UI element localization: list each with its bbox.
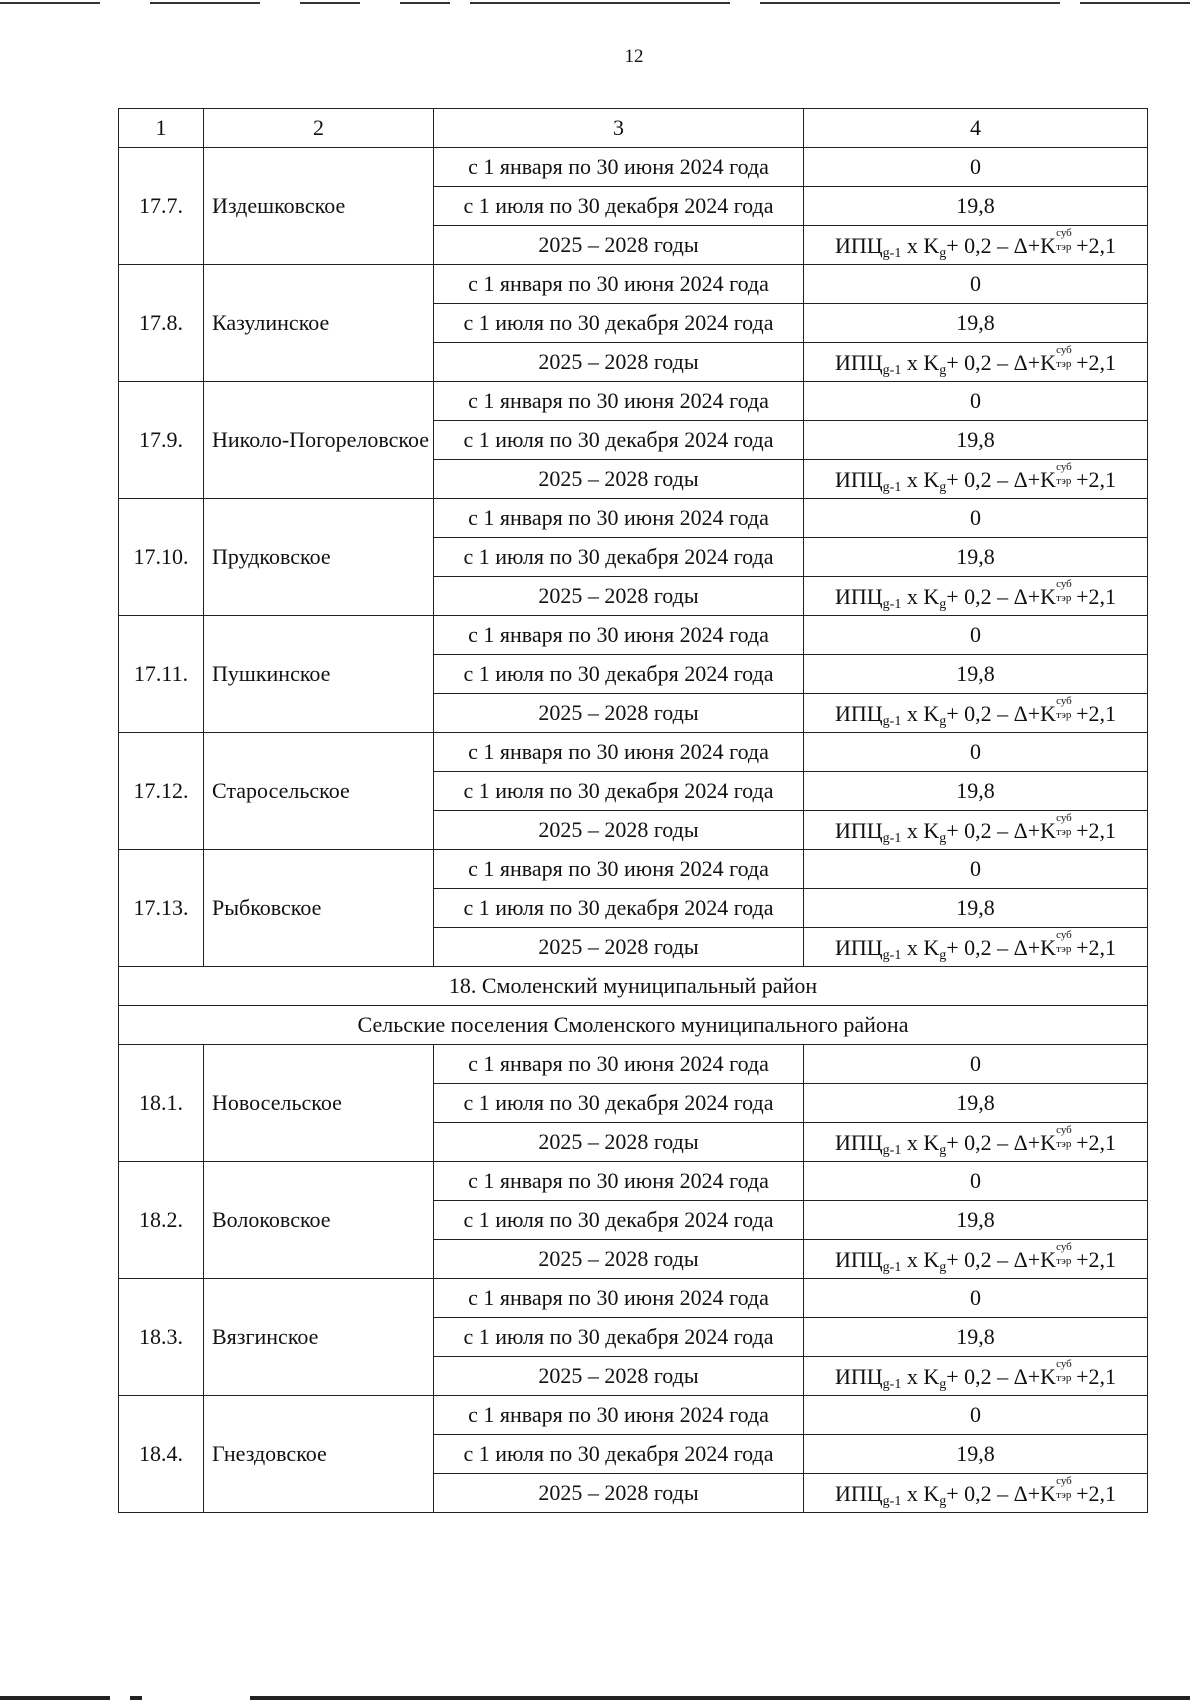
formula-k-sub: g (939, 713, 947, 729)
value-cell: 19,8 (804, 1084, 1148, 1123)
value-cell: 0 (804, 265, 1148, 304)
table-row (119, 1396, 1148, 1435)
value-cell: 0 (804, 616, 1148, 655)
formula-k-terr (1056, 577, 1076, 604)
section-row (119, 967, 1148, 1006)
formula-ipc-sub: g-1 (882, 830, 902, 846)
formula-cell (804, 577, 1148, 616)
formula-k-terr (1056, 811, 1076, 838)
formula-k-sup: суб (1056, 226, 1072, 239)
value-cell: 0 (804, 850, 1148, 889)
table-row (119, 616, 1148, 655)
settlement-name: Вязгинское (204, 1279, 434, 1396)
formula-middle: + 0,2 – Δ+K (946, 1480, 1057, 1506)
period-cell: с 1 июля по 30 декабря 2024 года (434, 1318, 804, 1357)
formula-k-terr (1056, 694, 1076, 721)
formula-k-sup: суб (1056, 811, 1072, 824)
table-row (119, 850, 1148, 889)
period-cell: с 1 июля по 30 декабря 2024 года (434, 889, 804, 928)
formula-k-sub: g (939, 362, 947, 378)
formula-cell (804, 694, 1148, 733)
row-number: 17.10. (119, 499, 204, 616)
row-number: 18.1. (119, 1045, 204, 1162)
formula-k-sub: g (939, 1142, 947, 1158)
value-cell: 0 (804, 1279, 1148, 1318)
period-cell: 2025 – 2028 годы (434, 460, 804, 499)
value-cell: 19,8 (804, 1318, 1148, 1357)
row-number: 17.11. (119, 616, 204, 733)
formula-mult: x K (901, 349, 940, 375)
period-cell: с 1 июля по 30 декабря 2024 года (434, 187, 804, 226)
formula-mult: x K (901, 466, 940, 492)
settlement-name: Рыбковское (204, 850, 434, 967)
formula-k-subscript: тэр (1056, 240, 1072, 253)
formula-tail: +2,1 (1076, 817, 1116, 843)
formula-k-subscript: тэр (1056, 708, 1072, 721)
period-cell: 2025 – 2028 годы (434, 1474, 804, 1513)
formula-k-terr (1056, 1123, 1076, 1150)
value-cell: 19,8 (804, 772, 1148, 811)
settlement-name: Гнездовское (204, 1396, 434, 1513)
table-row (119, 1045, 1148, 1084)
formula-k-sup: суб (1056, 1357, 1072, 1370)
row-number: 17.13. (119, 850, 204, 967)
period-cell: с 1 января по 30 июня 2024 года (434, 1162, 804, 1201)
formula-mult: x K (901, 934, 940, 960)
period-cell: 2025 – 2028 годы (434, 226, 804, 265)
formula-k-subscript: тэр (1056, 1371, 1072, 1384)
formula-k-subscript: тэр (1056, 1254, 1072, 1267)
formula-middle: + 0,2 – Δ+K (946, 583, 1057, 609)
row-number: 18.3. (119, 1279, 204, 1396)
period-cell: с 1 января по 30 июня 2024 года (434, 1279, 804, 1318)
formula-middle: + 0,2 – Δ+K (946, 817, 1057, 843)
formula-k-terr (1056, 928, 1076, 955)
settlement-name: Волоковское (204, 1162, 434, 1279)
period-cell: 2025 – 2028 годы (434, 1123, 804, 1162)
formula-mult: x K (901, 1363, 940, 1389)
formula-ipc: ИПЦ (834, 700, 883, 726)
formula-cell (804, 343, 1148, 382)
period-cell: с 1 июля по 30 декабря 2024 года (434, 1435, 804, 1474)
value-cell: 19,8 (804, 655, 1148, 694)
value-cell: 19,8 (804, 421, 1148, 460)
formula-k-terr (1056, 1357, 1076, 1384)
formula-mult: x K (901, 1129, 940, 1155)
formula-middle: + 0,2 – Δ+K (946, 232, 1057, 258)
table-header-row (119, 109, 1148, 148)
period-cell: с 1 января по 30 июня 2024 года (434, 148, 804, 187)
settlement-name: Николо-Погореловское (204, 382, 434, 499)
tariff-table-body (119, 109, 1148, 1513)
section-row (119, 1006, 1148, 1045)
formula-tail: +2,1 (1076, 1363, 1116, 1389)
formula-tail: +2,1 (1076, 466, 1116, 492)
period-cell: с 1 июля по 30 декабря 2024 года (434, 421, 804, 460)
period-cell: с 1 января по 30 июня 2024 года (434, 850, 804, 889)
period-cell: с 1 июля по 30 декабря 2024 года (434, 772, 804, 811)
header-col-1: 1 (119, 109, 204, 148)
period-cell: с 1 января по 30 июня 2024 года (434, 499, 804, 538)
formula-ipc: ИПЦ (834, 934, 883, 960)
formula-tail: +2,1 (1076, 700, 1116, 726)
formula-ipc: ИПЦ (834, 1480, 883, 1506)
period-cell: с 1 января по 30 июня 2024 года (434, 733, 804, 772)
scan-artifact-bottom (0, 1692, 1200, 1702)
formula-ipc: ИПЦ (834, 232, 883, 258)
formula-ipc-sub: g-1 (882, 479, 902, 495)
table-row (119, 1279, 1148, 1318)
period-cell: с 1 января по 30 июня 2024 года (434, 1396, 804, 1435)
formula-tail: +2,1 (1076, 232, 1116, 258)
table-row (119, 499, 1148, 538)
value-cell: 0 (804, 1396, 1148, 1435)
formula-k-subscript: тэр (1056, 825, 1072, 838)
formula-mult: x K (901, 817, 940, 843)
table-row (119, 148, 1148, 187)
row-number: 18.2. (119, 1162, 204, 1279)
formula-cell (804, 1123, 1148, 1162)
period-cell: 2025 – 2028 годы (434, 811, 804, 850)
formula-k-terr (1056, 226, 1076, 253)
formula-tail: +2,1 (1076, 1129, 1116, 1155)
settlement-name: Пушкинское (204, 616, 434, 733)
formula-k-sup: суб (1056, 343, 1072, 356)
period-cell: с 1 июля по 30 декабря 2024 года (434, 538, 804, 577)
table-row (119, 1162, 1148, 1201)
table-row (119, 265, 1148, 304)
value-cell: 0 (804, 382, 1148, 421)
formula-k-sup: суб (1056, 928, 1072, 941)
formula-k-sub: g (939, 245, 947, 261)
formula-ipc-sub: g-1 (882, 596, 902, 612)
formula-k-subscript: тэр (1056, 474, 1072, 487)
formula-ipc-sub: g-1 (882, 1259, 902, 1275)
period-cell: с 1 января по 30 июня 2024 года (434, 1045, 804, 1084)
formula-ipc: ИПЦ (834, 817, 883, 843)
period-cell: 2025 – 2028 годы (434, 694, 804, 733)
formula-k-subscript: тэр (1056, 357, 1072, 370)
formula-k-sub: g (939, 1493, 947, 1509)
formula-tail: +2,1 (1076, 1480, 1116, 1506)
settlement-name: Казулинское (204, 265, 434, 382)
formula-tail: +2,1 (1076, 934, 1116, 960)
formula-ipc: ИПЦ (834, 583, 883, 609)
formula-middle: + 0,2 – Δ+K (946, 934, 1057, 960)
header-col-2: 2 (204, 109, 434, 148)
row-number: 18.4. (119, 1396, 204, 1513)
formula-tail: +2,1 (1076, 583, 1116, 609)
formula-cell (804, 1474, 1148, 1513)
formula-mult: x K (901, 232, 940, 258)
formula-middle: + 0,2 – Δ+K (946, 700, 1057, 726)
formula-k-subscript: тэр (1056, 591, 1072, 604)
formula-middle: + 0,2 – Δ+K (946, 1363, 1057, 1389)
period-cell: 2025 – 2028 годы (434, 928, 804, 967)
formula-ipc-sub: g-1 (882, 1493, 902, 1509)
period-cell: с 1 января по 30 июня 2024 года (434, 382, 804, 421)
formula-k-sub: g (939, 1259, 947, 1275)
value-cell: 0 (804, 1045, 1148, 1084)
header-col-3: 3 (434, 109, 804, 148)
value-cell: 0 (804, 499, 1148, 538)
scan-artifact-top (0, 0, 1200, 8)
formula-k-terr (1056, 1474, 1076, 1501)
formula-k-sup: суб (1056, 1240, 1072, 1253)
formula-ipc-sub: g-1 (882, 713, 902, 729)
formula-k-sub: g (939, 1376, 947, 1392)
period-cell: с 1 июля по 30 декабря 2024 года (434, 1201, 804, 1240)
period-cell: с 1 января по 30 июня 2024 года (434, 616, 804, 655)
formula-k-subscript: тэр (1056, 1137, 1072, 1150)
formula-k-sub: g (939, 947, 947, 963)
row-number: 17.7. (119, 148, 204, 265)
formula-middle: + 0,2 – Δ+K (946, 349, 1057, 375)
row-number: 17.9. (119, 382, 204, 499)
value-cell: 19,8 (804, 304, 1148, 343)
formula-middle: + 0,2 – Δ+K (946, 1246, 1057, 1272)
formula-k-terr (1056, 460, 1076, 487)
formula-ipc: ИПЦ (834, 1363, 883, 1389)
formula-tail: +2,1 (1076, 349, 1116, 375)
value-cell: 0 (804, 733, 1148, 772)
formula-k-sub: g (939, 830, 947, 846)
section-title: 18. Смоленский муниципальный район (119, 967, 1148, 1006)
formula-k-sub: g (939, 479, 947, 495)
page-number: 12 (624, 46, 644, 67)
row-number: 17.8. (119, 265, 204, 382)
period-cell: с 1 июля по 30 декабря 2024 года (434, 655, 804, 694)
formula-k-sub: g (939, 596, 947, 612)
value-cell: 19,8 (804, 187, 1148, 226)
period-cell: с 1 июля по 30 декабря 2024 года (434, 304, 804, 343)
value-cell: 19,8 (804, 1435, 1148, 1474)
value-cell: 19,8 (804, 1201, 1148, 1240)
formula-mult: x K (901, 1480, 940, 1506)
period-cell: 2025 – 2028 годы (434, 1240, 804, 1279)
formula-k-subscript: тэр (1056, 942, 1072, 955)
header-col-4: 4 (804, 109, 1148, 148)
settlement-name: Прудковское (204, 499, 434, 616)
formula-mult: x K (901, 583, 940, 609)
formula-ipc: ИПЦ (834, 466, 883, 492)
formula-ipc: ИПЦ (834, 1129, 883, 1155)
row-number: 17.12. (119, 733, 204, 850)
formula-mult: x K (901, 700, 940, 726)
tariff-table (118, 108, 1148, 1513)
formula-tail: +2,1 (1076, 1246, 1116, 1272)
formula-ipc-sub: g-1 (882, 245, 902, 261)
period-cell: 2025 – 2028 годы (434, 1357, 804, 1396)
formula-k-sup: суб (1056, 577, 1072, 590)
formula-middle: + 0,2 – Δ+K (946, 1129, 1057, 1155)
settlement-name: Старосельское (204, 733, 434, 850)
settlement-name: Издешковское (204, 148, 434, 265)
value-cell: 0 (804, 1162, 1148, 1201)
period-cell: 2025 – 2028 годы (434, 343, 804, 382)
formula-ipc: ИПЦ (834, 349, 883, 375)
formula-middle: + 0,2 – Δ+K (946, 466, 1057, 492)
formula-k-sup: суб (1056, 694, 1072, 707)
formula-cell (804, 1357, 1148, 1396)
formula-k-sup: суб (1056, 460, 1072, 473)
formula-ipc-sub: g-1 (882, 362, 902, 378)
period-cell: с 1 июля по 30 декабря 2024 года (434, 1084, 804, 1123)
formula-ipc: ИПЦ (834, 1246, 883, 1272)
formula-mult: x K (901, 1246, 940, 1272)
table-row (119, 733, 1148, 772)
formula-k-sup: суб (1056, 1474, 1072, 1487)
formula-cell (804, 928, 1148, 967)
value-cell: 19,8 (804, 889, 1148, 928)
settlement-name: Новосельское (204, 1045, 434, 1162)
formula-cell (804, 226, 1148, 265)
period-cell: 2025 – 2028 годы (434, 577, 804, 616)
value-cell: 19,8 (804, 538, 1148, 577)
value-cell: 0 (804, 148, 1148, 187)
formula-ipc-sub: g-1 (882, 947, 902, 963)
formula-k-subscript: тэр (1056, 1488, 1072, 1501)
formula-k-sup: суб (1056, 1123, 1072, 1136)
formula-k-terr (1056, 1240, 1076, 1267)
formula-k-terr (1056, 343, 1076, 370)
formula-cell (804, 460, 1148, 499)
period-cell: с 1 января по 30 июня 2024 года (434, 265, 804, 304)
section-subtitle: Сельские поселения Смоленского муниципального района (119, 1006, 1148, 1045)
formula-ipc-sub: g-1 (882, 1142, 902, 1158)
formula-ipc-sub: g-1 (882, 1376, 902, 1392)
formula-cell (804, 1240, 1148, 1279)
formula-cell (804, 811, 1148, 850)
table-row (119, 382, 1148, 421)
